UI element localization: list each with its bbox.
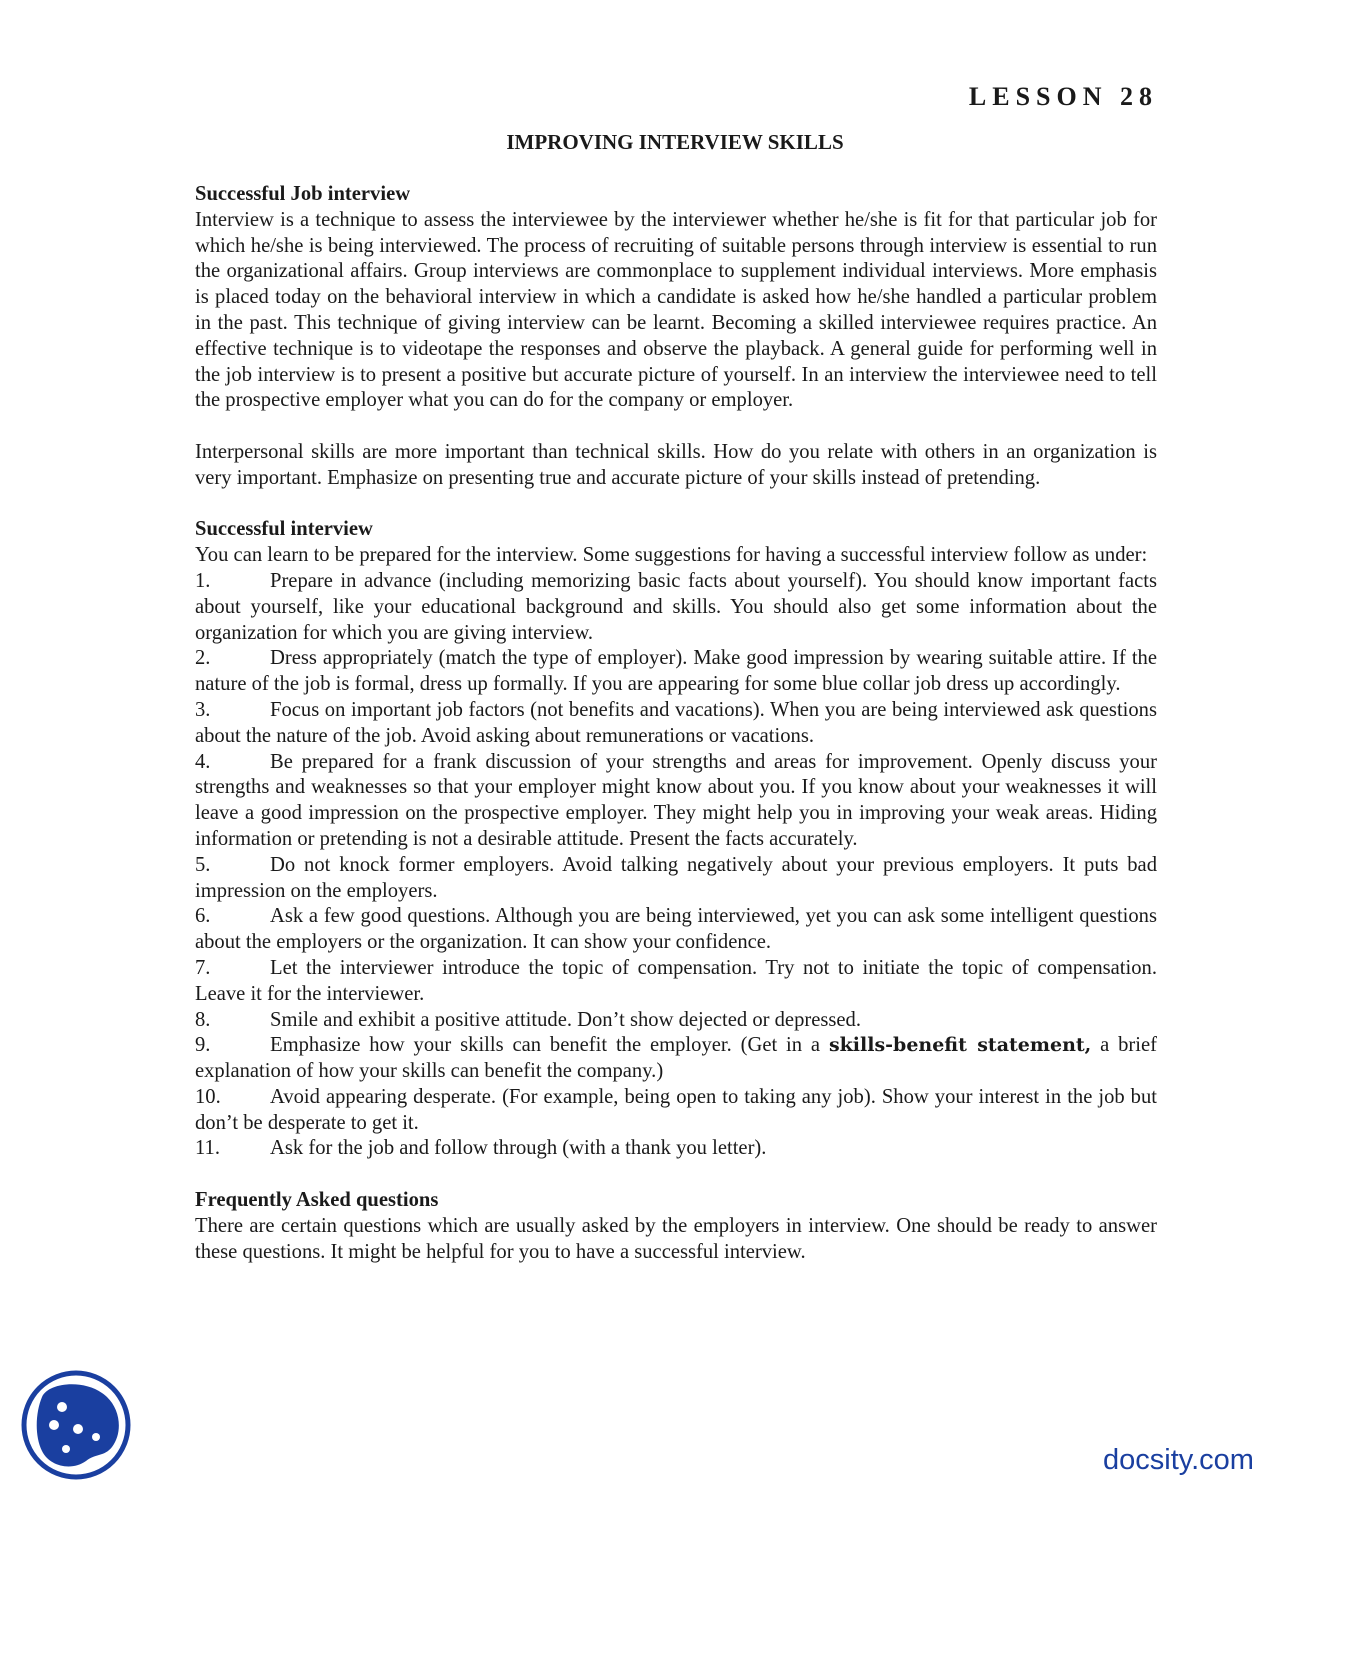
logo-dot	[49, 1420, 59, 1430]
paragraph-faq: There are certain questions which are usually asked by the employers in interview. One should be ready to answer these questions. It might be helpful for you to have a successful interview.	[195, 1214, 1157, 1263]
paragraph-spacer	[195, 1162, 1157, 1188]
list-item-number: 8.	[195, 1008, 211, 1031]
list-item-text: Smile and exhibit a positive attitude. Don’t show dejected or depressed.	[270, 1008, 861, 1031]
list-item-number: 10.	[195, 1085, 221, 1108]
list-item-number: 5.	[195, 853, 211, 876]
section-heading-job-interview: Successful Job interview	[195, 183, 411, 205]
list-item	[195, 1033, 1157, 1085]
paragraph-spacer	[195, 492, 1157, 518]
list-item	[195, 646, 1157, 698]
section-heading-faq: Frequently Asked questions	[195, 1189, 439, 1212]
paragraph-job-interview-2: Interpersonal skills are more important than technical skills. How do you relate with others in an organization is very important. Emphasize on presenting true and accurate picture of your skills instead of pretending.	[195, 440, 1157, 489]
list-item-number: 4.	[195, 750, 211, 773]
list-item	[195, 956, 1157, 1008]
lesson-header	[968, 82, 1158, 121]
list-item-text: Let the interviewer introduce the topic of compensation. Try not to initiate the topic of compensation. Leave it for the interviewer.	[195, 956, 1157, 1005]
list-item-text: a brief explanation of how your skills can benefit the company.)	[195, 1034, 1158, 1083]
list-item	[195, 1136, 1157, 1162]
list-item-text: Prepare in advance (including memorizing basic facts about yourself). You should know important facts about yourself, like your educational background and skills. You should also get some information about the organization for which you are giving interview.	[195, 569, 1157, 644]
document-body	[195, 182, 1157, 1265]
list-item-text: Do not knock former employers. Avoid talking negatively about your previous employers. It puts bad impression on the employers.	[195, 853, 1157, 902]
list-item-number: 1.	[195, 569, 211, 592]
list-item-text: Avoid appearing desperate. (For example, being open to taking any job). Show your interest in the job but don’t be desperate to get it.	[195, 1085, 1157, 1134]
list-item-text: Be prepared for a frank discussion of your strengths and areas for improvement. Openly discuss your strengths and weaknesses so that your employer might know about you. If you know about your weaknesses it will leave a good impression on the prospective employer. They might help you in improving your weak areas. Hiding information or pretending is not a desirable attitude. Present the facts accurately.	[195, 750, 1157, 850]
list-item-number: 2.	[195, 647, 211, 670]
paragraph-job-interview-1: Interview is a technique to assess the interviewee by the interviewer whether he/she is fit for that particular job for which he/she is being interviewed. The process of recruiting of suitable persons through interview is essential to run the organizational affairs. Group interviews are commonplace to supplement individual interviews. More emphasis is placed today on the behavioral interview in which a candidate is asked how he/she handled a particular problem in the past. This technique of giving interview can be learnt. Becoming a skilled interviewee requires practice. An effective technique is to videotape the responses and observe the playback. A general guide for performing well in the job interview is to present a positive but accurate picture of yourself. In an interview the interviewee need to tell the prospective employer what you can do for the company or employer.	[195, 208, 1157, 412]
list-item	[195, 1008, 1157, 1034]
list-item-number: 6.	[195, 905, 211, 928]
list-item	[195, 853, 1157, 905]
paragraph-successful-interview-intro: You can learn to be prepared for the interview. Some suggestions for having a successful interview follow as under:	[195, 544, 1148, 567]
docsity-logo-icon[interactable]	[20, 1369, 132, 1481]
list-item	[195, 698, 1157, 750]
list-item-text: Focus on important job factors (not benefits and vacations). When you are being interviewed ask questions about the nature of the job. Avoid asking about remunerations or vacations.	[195, 698, 1157, 747]
logo-dot	[57, 1402, 67, 1412]
section-heading-successful-interview: Successful interview	[195, 518, 373, 541]
list-item	[195, 569, 1157, 646]
docsity-brand-link[interactable]: docsity.com	[1103, 1444, 1254, 1476]
list-item-bold-text: skills-benefit statement,	[828, 1034, 1092, 1057]
list-item	[195, 1085, 1157, 1137]
list-item	[195, 750, 1157, 853]
list-item-number: 7.	[195, 956, 211, 979]
list-item-text: Ask a few good questions. Although you are being interviewed, yet you can ask some intelligent questions about the employers or the organization. It can show your confidence.	[195, 905, 1157, 954]
list-item-number: 3.	[195, 698, 211, 721]
list-item-number: 11.	[195, 1137, 220, 1160]
list-item	[195, 904, 1157, 956]
list-item-text: Ask for the job and follow through (with a thank you letter).	[270, 1137, 767, 1160]
paragraph-spacer	[195, 414, 1157, 440]
page-title: IMPROVING INTERVIEW SKILLS	[506, 130, 844, 154]
logo-dot	[73, 1424, 83, 1434]
list-item-text: Emphasize how your skills can benefit the employer. (Get in a	[270, 1034, 829, 1057]
list-item-text: Dress appropriately (match the type of employer). Make good impression by wearing suitable attire. If the nature of the job is formal, dress up formally. If you are appearing for some blue collar job dress up accordingly.	[195, 647, 1157, 696]
logo-dot	[62, 1445, 70, 1453]
logo-dot	[92, 1433, 100, 1441]
list-item-number: 9.	[195, 1034, 211, 1057]
lesson-label: LESSON 28	[968, 82, 1158, 111]
